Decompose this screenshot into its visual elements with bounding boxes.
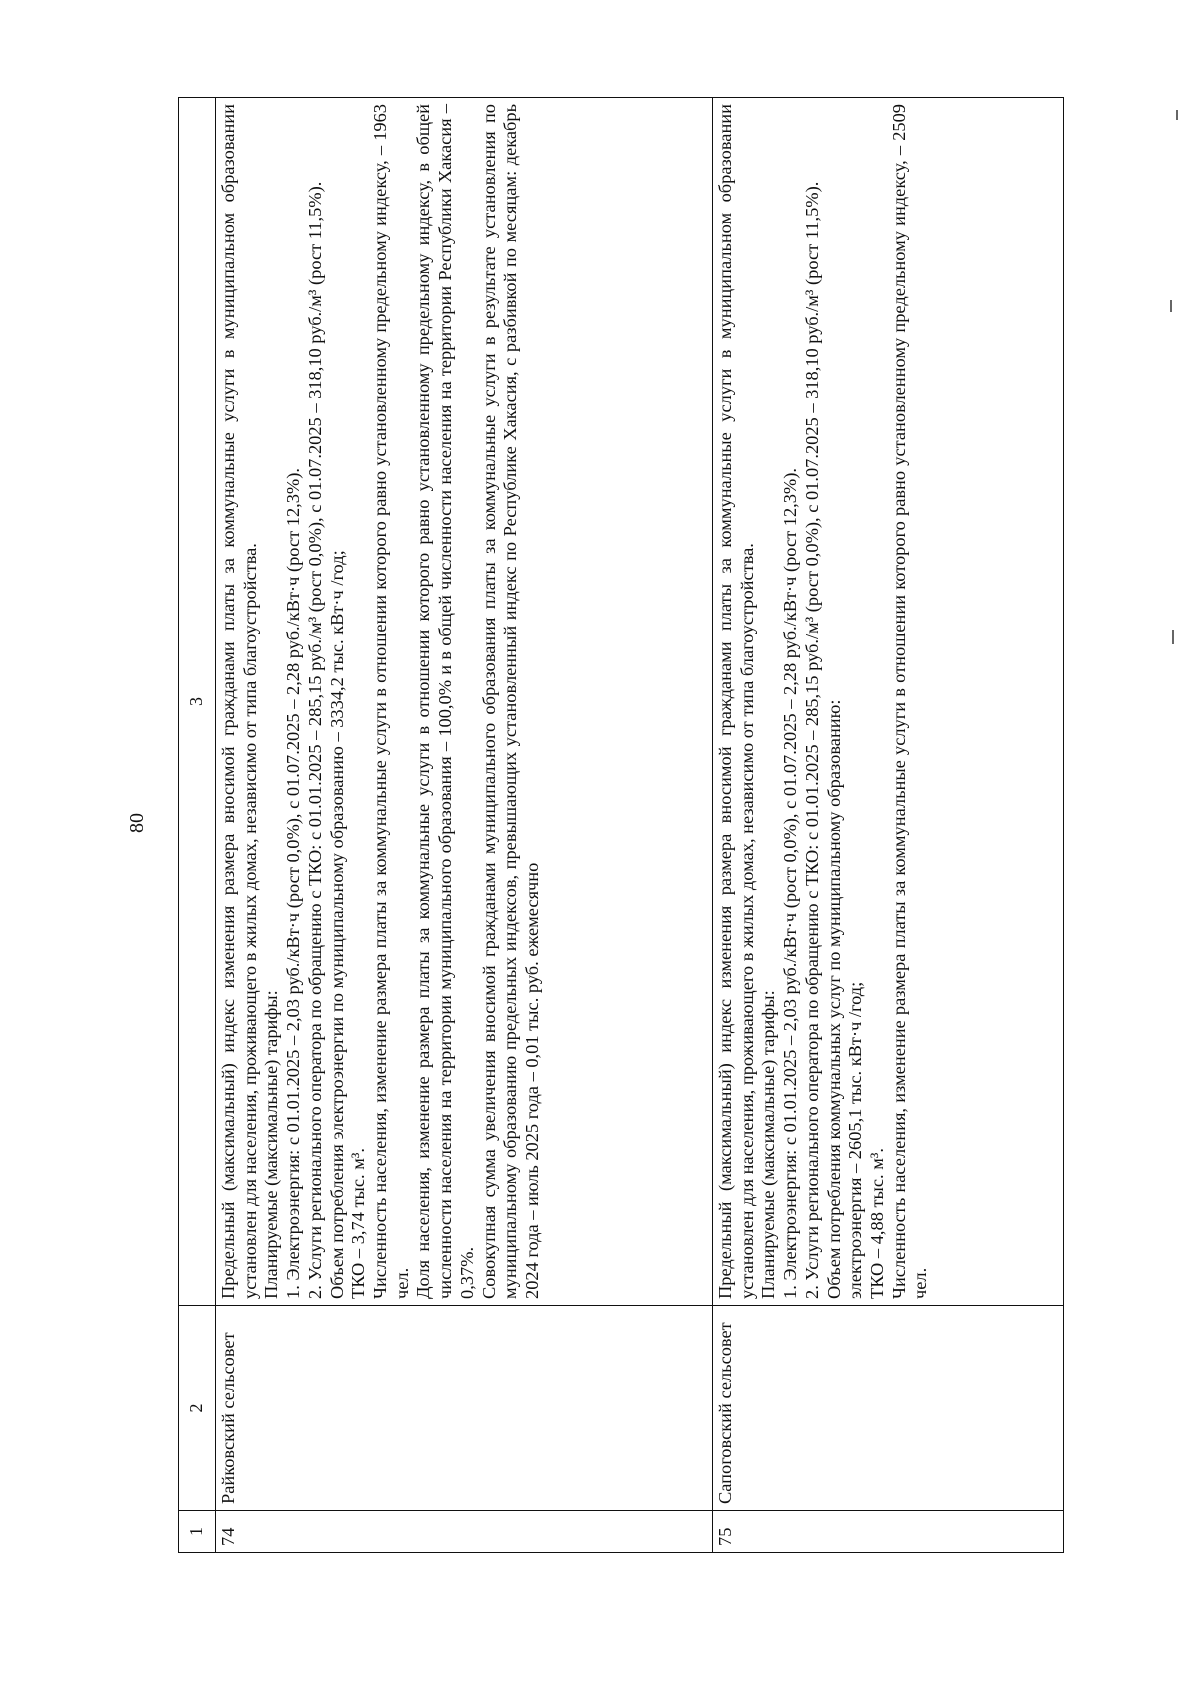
row-description bbox=[216, 98, 713, 1306]
header-col-2: 2 bbox=[179, 1306, 216, 1511]
paragraph-consumption: Объем потребления электроэнергии по муниципальному образованию – 3334,2 тыс. кВт·ч /год; bbox=[326, 550, 347, 1299]
paragraph-population: Численность населения, изменение размера платы за коммунальные услуги в отношении которого равно установленному предельному индексу, – 2509 чел. bbox=[888, 104, 931, 1299]
paragraph-index: Предельный (максимальный) индекс изменения размера вносимой гражданами платы за коммунальные услуги в муниципальном образовании установлен для населения, проживающего в жилых домах, независимо от типа благоустройства. bbox=[715, 104, 757, 1299]
paragraph-population: Численность населения, изменение размера платы за коммунальные услуги в отношении которого равно установленному предельному индексу, – 1963 чел. bbox=[370, 104, 412, 1299]
paragraph-tko-volume: ТКО – 4,88 тыс. м³. bbox=[867, 1148, 888, 1299]
tariff-table bbox=[178, 97, 1064, 1553]
municipality-name: Райковский сельсовет bbox=[216, 1306, 713, 1511]
scan-edge-mark bbox=[1176, 110, 1178, 120]
row-description bbox=[713, 98, 1064, 1306]
paragraph-tko-volume: ТКО – 3,74 тыс. м³. bbox=[348, 1148, 369, 1299]
header-col-3: 3 bbox=[179, 98, 216, 1306]
paragraph-consumption: Объем потребления коммунальных услуг по муниципальному образованию: bbox=[823, 699, 844, 1299]
row-number: 75 bbox=[713, 1511, 1064, 1553]
table-row bbox=[713, 98, 1064, 1553]
scan-edge-mark bbox=[1170, 300, 1172, 312]
paragraph-tariffs-heading: Планируемые (максимальные) тарифы: bbox=[758, 990, 779, 1299]
paragraph-tko-service: 2. Услуги регионального оператора по обращению с ТКО: с 01.01.2025 – 285,15 руб./м³ (рост 0,0%), с 01.07.2025 – 318,10 руб./м³ (рост 11,5%). bbox=[304, 181, 325, 1299]
rotated-table-container bbox=[178, 97, 1092, 1553]
scan-edge-mark bbox=[1172, 630, 1174, 644]
table-row bbox=[216, 98, 713, 1553]
row-number: 74 bbox=[216, 1511, 713, 1553]
paragraph-tariffs-heading: Планируемые (максимальные) тарифы: bbox=[261, 990, 282, 1299]
paragraph-index: Предельный (максимальный) индекс изменения размера вносимой гражданами платы за коммунальные услуги в муниципальном образовании установлен для населения, проживающего в жилых домах, независимо от типа благоустройства. bbox=[218, 104, 260, 1299]
paragraph-total-increase: Совокупная сумма увеличения вносимой гражданами муниципального образования платы за коммунальные услуги в результате установления по муниципальному образованию предельных индексов, превышающих установленный индекс по Республике Хакасия, с разбивкой по месяцам: декабрь 2024 года – июль 2025 года – 0,01 тыс. руб. ежемесячно bbox=[478, 104, 543, 1299]
table-landscape-frame bbox=[178, 97, 1092, 1553]
municipality-name: Сапоговский сельсовет bbox=[713, 1306, 1064, 1511]
page-number: 80 bbox=[126, 813, 148, 833]
paragraph-electricity: 1. Электроэнергия: с 01.01.2025 – 2,03 руб./кВт·ч (рост 0,0%), с 01.07.2025 – 2,28 руб./кВт·ч (рост 12,3%). bbox=[780, 468, 801, 1299]
paragraph-electricity-volume: электроэнергия – 2605,1 тыс. кВт·ч /год; bbox=[845, 981, 866, 1299]
table-header-row bbox=[179, 98, 216, 1553]
paragraph-population-share: Доля населения, изменение размера платы за коммунальные услуги в отношении которого равно установленному предельному индексу, в общей численности населения на территории муниципального образования – 100,0% и в общей численности населения на территории Республики Хакасия – 0,37%. bbox=[413, 104, 477, 1299]
header-col-1: 1 bbox=[179, 1511, 216, 1553]
paragraph-tko-service: 2. Услуги регионального оператора по обращению с ТКО: с 01.01.2025 – 285,15 руб./м³ (рост 0,0%), с 01.07.2025 – 318,10 руб./м³ (рост 11,5%). bbox=[801, 181, 822, 1299]
paragraph-electricity: 1. Электроэнергия: с 01.01.2025 – 2,03 руб./кВт·ч (рост 0,0%), с 01.07.2025 – 2,28 руб./кВт·ч (рост 12,3%). bbox=[283, 468, 304, 1299]
